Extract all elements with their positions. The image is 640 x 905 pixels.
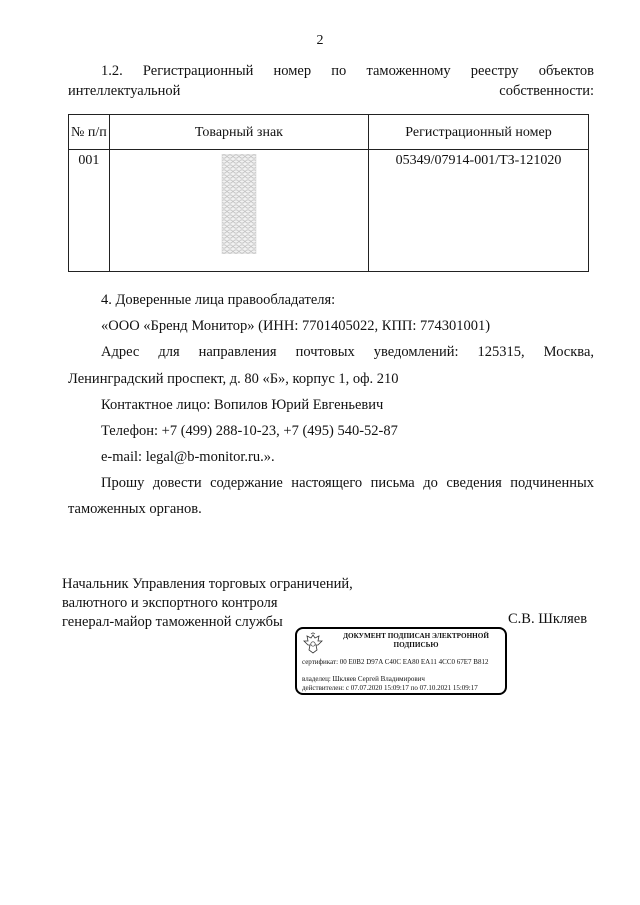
signatory-title [62,575,353,632]
stamp-owner: владелец: Шкляев Сергей Владимирович [302,675,425,683]
electronic-signature-stamp [295,627,507,695]
cell-num: 001 [69,150,110,272]
request-line-1: Прошу довести содержание настоящего письма до сведения подчиненных [101,475,594,491]
table-header-row [69,115,589,150]
company-line: «ООО «Бренд Монитор» (ИНН: 7701405022, КПП: 774301001) [101,318,491,334]
cell-reg-number: 05349/07914-001/ТЗ-121020 [369,150,589,272]
signatory-line-2: валютного и экспортного контроля [62,595,278,611]
table-row [69,150,589,272]
cell-trademark [109,150,368,272]
col-header-reg-number: Регистрационный номер [369,115,589,150]
stamp-certificate: сертификат: 00 E0B2 D97A C40C EA80 EA11 4CC0 67E7 B812 [302,658,489,666]
col-header-trademark: Товарный знак [109,115,368,150]
signatory-line-3: генерал-майор таможенной службы [62,614,283,630]
request-line-2: таможенных органов. [68,501,202,517]
stamp-valid: действителен: с 07.07.2020 15:09:17 по 07.10.2021 15:09:17 [302,684,478,692]
signatory-name: С.В. Шкляев [508,611,588,627]
trademark-table [68,114,589,272]
eagle-emblem-icon [302,632,324,656]
section-1-2-text: 1.2. Регистрационный номер по таможенному реестру объектов интеллектуальной собственности: [68,63,594,99]
page-number: 2 [316,33,324,48]
email-line: e-mail: legal@b-monitor.ru.». [101,449,275,465]
address-line-2: Ленинградский проспект, д. 80 «Б», корпус 1, оф. 210 [68,371,399,387]
contact-line: Контактное лицо: Вопилов Юрий Евгеньевич [101,397,384,413]
address-line-1: Адрес для направления почтовых уведомлений: 125315, Москва, [101,344,594,360]
section-4-heading: 4. Доверенные лица правообладателя: [101,292,336,308]
col-header-num: № п/п [69,115,110,150]
phone-line: Телефон: +7 (499) 288-10-23, +7 (495) 540-52-87 [101,423,398,439]
stamp-title: ДОКУМЕНТ ПОДПИСАН ЭЛЕКТРОННОЙ ПОДПИСЬЮ [343,632,489,649]
trademark-image [221,154,257,254]
signatory-line-1: Начальник Управления торговых ограничений, [62,576,353,592]
